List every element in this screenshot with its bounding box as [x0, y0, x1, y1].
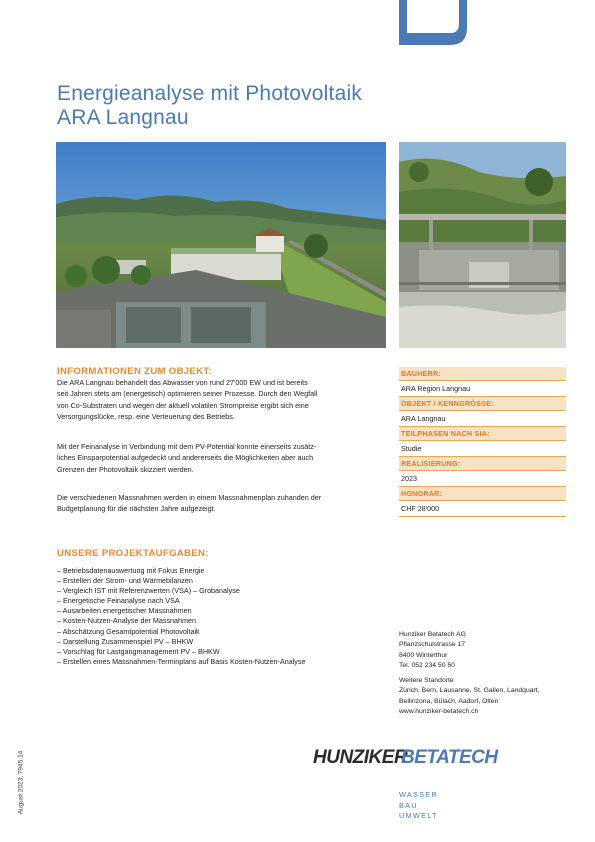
table-label: REALISIERUNG: [399, 457, 566, 471]
table-label: BAUHERR: [399, 367, 566, 381]
locations-heading: Weitere Standorte [399, 677, 454, 685]
text-line: Grenzen der Photovoltaik skizziert werden. [57, 464, 194, 474]
title-line-1: Energieanalyse mit Photovoltaik [57, 82, 363, 105]
logo-hunziker: HUNZIKER [313, 747, 408, 768]
table-label: HONORAR: [399, 487, 566, 501]
table-value: CHF 28'000 [399, 501, 566, 517]
treatment-plant-photo [56, 142, 386, 348]
list-item: – Darstellung Zusammenspiel PV – BHKW [57, 636, 194, 646]
tagline-line: UMWELT [399, 811, 438, 820]
text-line: Die ARA Langnau behandelt das Abwasser von rund 27'000 EW und ist bereits [57, 378, 308, 387]
company-address [399, 630, 540, 717]
city: 8400 Winterthur [399, 651, 448, 659]
table-value: Studie [399, 441, 566, 457]
title-line-2: ARA Langnau [57, 106, 189, 129]
list-item: – Erstellen der Strom- und Wärmebilanzen [57, 576, 193, 586]
text-line: seit Jahren stets am (energetisch) optimieren seiner Prozesse. Durch den Wegfall [57, 389, 318, 399]
text-line: Versorgungslücke, resp. eine Verteuerung des Betriebs. [57, 412, 235, 422]
street: Pflanzschulstrasse 17 [399, 641, 466, 649]
table-value: ARA Region Langnau [399, 381, 566, 397]
brand-tab-icon [399, 0, 467, 45]
tagline-line: WASSER [399, 790, 438, 799]
website-link[interactable]: www.hunziker-betatech.ch [399, 708, 479, 716]
tasks-list [57, 566, 306, 667]
text-line: liches Einsparpotential aufgedeckt und andererseits die Möglichkeiten aber auch [57, 453, 314, 463]
company-name: Hunziker Betatech AG [399, 631, 466, 638]
document-date: August 2023, 7945.14 [17, 750, 25, 815]
tagline [399, 790, 438, 822]
locations-line: Bellinzona, Bülach, Aadorf, Olten [399, 697, 499, 705]
list-item: – Vorschlag für Lastgangmanagement PV – BHKW [57, 646, 220, 656]
text-line: Die verschiedenen Massnahmen werden in einem Massnahmenplan zuhanden der [57, 493, 322, 502]
tasks-heading: UNSERE PROJEKTAUFGABEN: [57, 548, 209, 559]
info-paragraph-1 [57, 377, 387, 423]
list-item: – Kosten-Nutzen-Analyse der Massnahmen [57, 616, 197, 626]
logo-betatech: BETATECH [401, 747, 498, 768]
table-label: OBJEKT / KENNGRÖSSE: [399, 397, 566, 411]
locations-line: Zürich, Bern, Lausanne, St. Gallen, Landquart, [399, 687, 540, 695]
list-item: – Energetische Feinanalyse nach VSA [57, 596, 180, 606]
list-item: – Erstellen eines Massnahmen-Terminplans auf Basis Kosten-Nutzen-Analyse [57, 656, 306, 666]
list-item: – Betriebsdatenauswertung mit Fokus Energie [57, 566, 205, 575]
table-value: ARA Langnau [399, 411, 566, 427]
text-line: Budgetplanung für die nächsten Jahre aufgezeigt. [57, 504, 216, 514]
table-value: 2023 [399, 471, 566, 487]
text-line: von Co-Substraten und wegen der aktuell volatilen Strompreise ergibt sich eine [57, 400, 309, 410]
tagline-line: BAU [399, 800, 418, 810]
list-item: – Ausarbeiten energetischer Massnahmen [57, 606, 192, 616]
info-heading: INFORMATIONEN ZUM OBJEKT: [57, 366, 212, 377]
info-paragraph-2 [57, 441, 387, 475]
list-item: – Vergleich IST mit Referenzwerten (VSA) – Grobanalyse [57, 586, 240, 596]
table-label: TEILPHASEN NACH SIA: [399, 427, 566, 441]
info-paragraph-3 [57, 492, 387, 515]
basin-photo [399, 142, 566, 348]
text-line: Mit der Feinanalyse in Verbindung mit dem PV-Potential konnte einerseits zusätz- [57, 442, 317, 451]
phone: Tel. 052 234 50 50 [399, 661, 455, 669]
list-item: – Abschätzung Gesamtpotential Photovoltaik [57, 626, 200, 636]
page-title [57, 82, 362, 130]
project-info-table [399, 367, 566, 517]
